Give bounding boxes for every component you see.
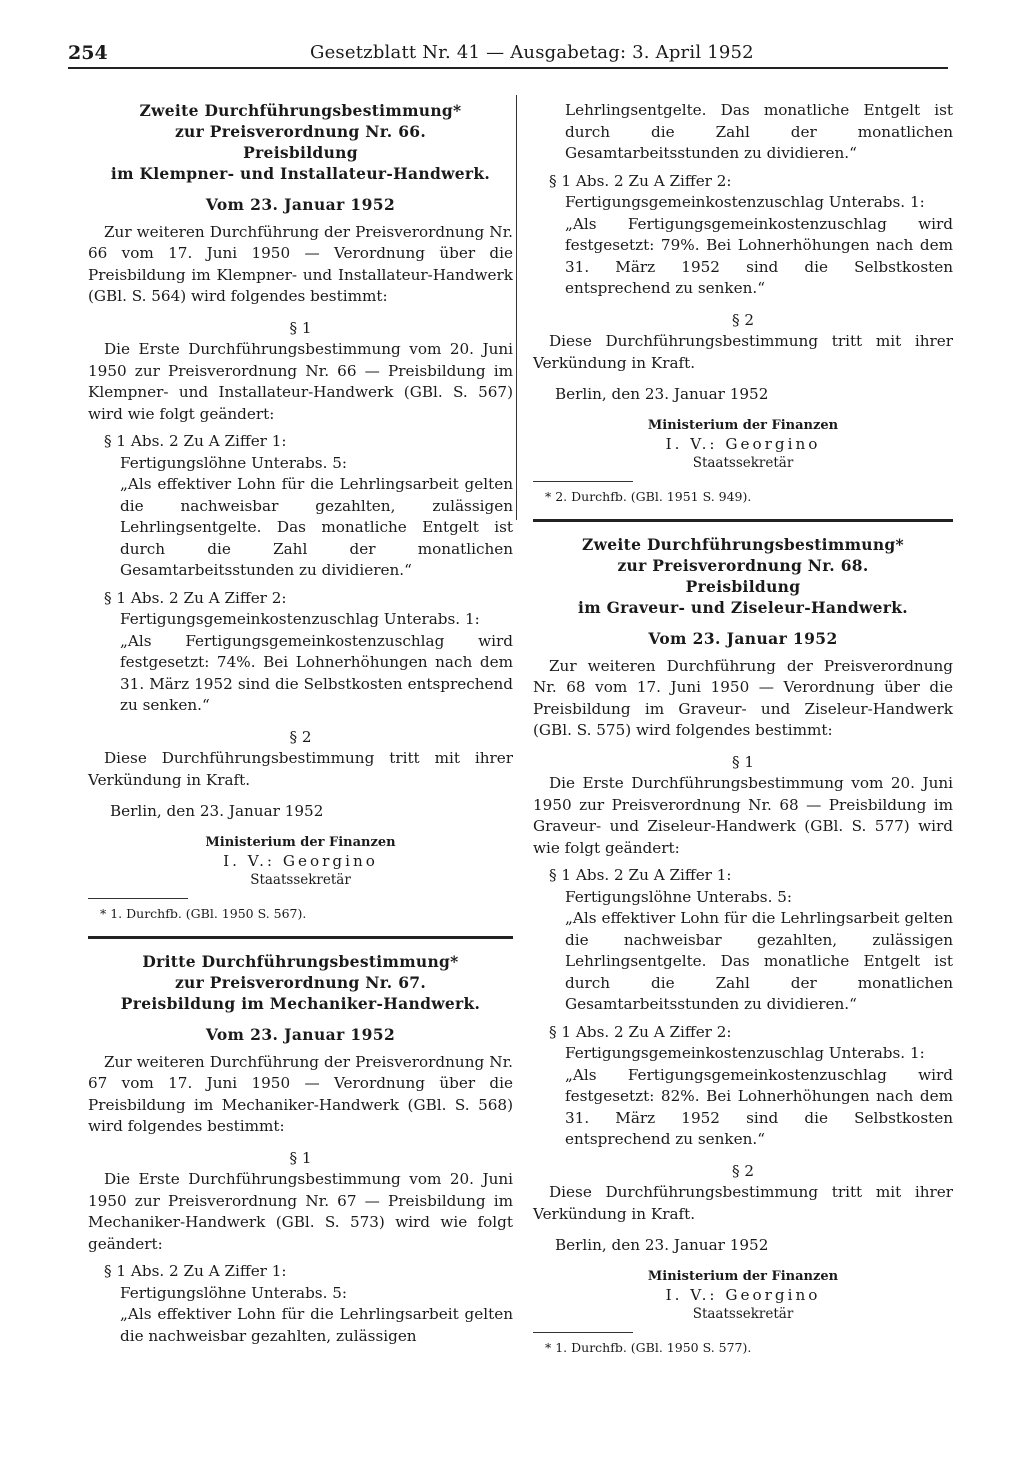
clause-text: Lehrlingsentgelte. Das monatliche Entgelt ist durch die Zahl der monatlichen Gesamtarbeitsstunden zu dividieren.“: [565, 101, 953, 162]
clause-heading: § 1 Abs. 2 Zu A Ziffer 2:: [549, 1022, 732, 1041]
signature-block: [533, 416, 953, 473]
section-heading: § 1: [289, 318, 312, 337]
place-date: Berlin, den 23. Januar 1952: [555, 1236, 769, 1254]
section-text: Diese Durchführungsbestimmung tritt mit ihrer Verkündung in Kraft.: [88, 749, 513, 789]
article-title: im Klempner- und Installateur-Handwerk.: [110, 164, 491, 183]
section-heading: § 2: [731, 1161, 755, 1180]
article-title: Zweite Durchführungsbestimmung*: [582, 535, 904, 554]
footnote: * 1. Durchfb. (GBl. 1950 S. 577).: [545, 1339, 752, 1355]
signer-role: Staatssekretär: [692, 1305, 794, 1322]
clause-subheading: Fertigungsgemeinkostenzuschlag Unterabs. 1:: [565, 193, 925, 211]
section-text: Die Erste Durchführungsbestimmung vom 20. Juni 1950 zur Preisverordnung Nr. 68 — Preisbildung im Graveur- und Ziseleur-Handwerk (GBl. S. 577) wird wie folgt geändert:: [533, 774, 953, 857]
ministry-name: Ministerium der Finanzen: [205, 834, 396, 850]
article-date: Vom 23. Januar 1952: [205, 195, 396, 214]
article-separator: [88, 936, 513, 939]
article-title: im Graveur- und Ziseleur-Handwerk.: [578, 598, 908, 617]
signer-name: I. V.: Georgino: [665, 434, 821, 453]
clause-heading: § 1 Abs. 2 Zu A Ziffer 1:: [549, 866, 732, 884]
article-title: zur Preisverordnung Nr. 67.: [174, 973, 427, 992]
footnote-rule: [88, 898, 188, 899]
signer-role: Staatssekretär: [250, 871, 351, 888]
ministry-name: Ministerium der Finanzen: [647, 1268, 839, 1284]
article-date: Vom 23. Januar 1952: [205, 1025, 396, 1044]
footnote-rule: [533, 1332, 633, 1333]
intro-paragraph: Zur weiteren Durchführung der Preisverordnung Nr. 67 vom 17. Juni 1950 — Verordnung über die Preisbildung im Mechaniker-Handwerk (GBl. S. 568) wird folgendes bestimmt:: [88, 1052, 513, 1135]
clause-heading: § 1 Abs. 2 Zu A Ziffer 2:: [104, 588, 287, 607]
article-title: Preisbildung im Mechaniker-Handwerk.: [120, 994, 481, 1013]
page-number: 254: [68, 42, 108, 64]
clause-subheading: Fertigungslöhne Unterabs. 5:: [120, 453, 348, 472]
clause-text: „Als effektiver Lohn für die Lehrlingsarbeit gelten die nachweisbar gezahlten, zulässigen Lehrlingsentgelte. Das monatliche Entgelt ist durch die Zahl der monatlichen Gesamtarbeitsstunden zu dividieren.“: [120, 475, 513, 579]
article-title: Preisbildung: [243, 143, 358, 162]
signer-name: I. V.: Georgino: [223, 851, 378, 870]
clause-heading: § 1 Abs. 2 Zu A Ziffer 2:: [549, 171, 732, 190]
right-column: [533, 100, 953, 1358]
section-heading: § 2: [731, 310, 755, 329]
article-title: Zweite Durchführungsbestimmung*: [139, 101, 462, 120]
clause-subheading: Fertigungsgemeinkostenzuschlag Unterabs. 1:: [120, 610, 480, 628]
clause-subheading: Fertigungslöhne Unterabs. 5:: [120, 1283, 348, 1302]
article-date: Vom 23. Januar 1952: [648, 629, 838, 648]
article-pvo-66: [88, 100, 513, 924]
clause-heading: § 1 Abs. 2 Zu A Ziffer 1:: [104, 1262, 287, 1280]
signer-name: I. V.: Georgino: [665, 1285, 821, 1304]
clause-subheading: Fertigungslöhne Unterabs. 5:: [565, 887, 793, 906]
header-title: Gesetzblatt Nr. 41 — Ausgabetag: 3. April 1952: [310, 42, 754, 63]
article-pvo-68: [533, 534, 953, 1358]
section-heading: § 2: [289, 727, 312, 746]
clause-text: „Als Fertigungsgemeinkostenzuschlag wird festgesetzt: 82%. Bei Lohnerhöhungen nach dem 31. März 1952 sind die Selbstkosten entsprechend zu senken.“: [565, 1065, 953, 1148]
section-text: Diese Durchführungsbestimmung tritt mit ihrer Verkündung in Kraft.: [533, 1183, 953, 1223]
intro-paragraph: Zur weiteren Durchführung der Preisverordnung Nr. 68 vom 17. Juni 1950 — Verordnung über die Preisbildung im Graveur- und Ziseleur-Handwerk (GBl. S. 575) wird folgendes bestimmt:: [533, 656, 953, 739]
clause-heading: § 1 Abs. 2 Zu A Ziffer 1:: [104, 432, 287, 450]
article-pvo-67-continued: [533, 100, 953, 507]
left-column: [88, 100, 513, 1347]
signer-role: Staatssekretär: [692, 454, 794, 471]
header-rule: [68, 67, 948, 69]
clause-text: „Als effektiver Lohn für die Lehrlingsarbeit gelten die nachweisbar gezahlten, zulässigen Lehrlingsentgelte. Das monatliche Entgelt ist durch die Zahl der monatlichen Gesamtarbeitsstunden zu dividieren.“: [565, 909, 953, 1013]
section-heading: § 1: [731, 752, 755, 771]
article-pvo-67: [88, 951, 513, 1347]
clause-text: „Als Fertigungsgemeinkostenzuschlag wird festgesetzt: 74%. Bei Lohnerhöhungen nach dem 31. März 1952 sind die Selbstkosten entsprechend zu senken.“: [120, 631, 513, 714]
article-title: zur Preisverordnung Nr. 68.: [617, 556, 869, 575]
intro-paragraph: Zur weiteren Durchführung der Preisverordnung Nr. 66 vom 17. Juni 1950 — Verordnung über die Preisbildung im Klempner- und Installateur-Handwerk (GBl. S. 564) wird folgendes bestimmt:: [88, 222, 513, 305]
clause-text: „Als effektiver Lohn für die Lehrlingsarbeit gelten die nachweisbar gezahlten, zulässigen: [120, 1305, 513, 1345]
clause-subheading: Fertigungsgemeinkostenzuschlag Unterabs. 1:: [565, 1044, 925, 1062]
clause-text: „Als Fertigungsgemeinkostenzuschlag wird festgesetzt: 79%. Bei Lohnerhöhungen nach dem 31. März 1952 sind die Selbstkosten entsprechend zu senken.“: [565, 214, 953, 297]
place-date: Berlin, den 23. Januar 1952: [555, 385, 769, 403]
signature-block: [88, 833, 513, 890]
page-header: [68, 42, 948, 68]
footnote: * 2. Durchfb. (GBl. 1951 S. 949).: [545, 488, 752, 504]
section-heading: § 1: [289, 1148, 312, 1167]
signature-block: [533, 1267, 953, 1324]
footnote: * 1. Durchfb. (GBl. 1950 S. 567).: [100, 905, 307, 921]
section-text: Die Erste Durchführungsbestimmung vom 20. Juni 1950 zur Preisverordnung Nr. 66 — Preisbildung im Klempner- und Installateur-Handwerk (GBl. S. 567) wird wie folgt geändert:: [88, 340, 513, 423]
section-text: Die Erste Durchführungsbestimmung vom 20. Juni 1950 zur Preisverordnung Nr. 67 — Preisbildung im Mechaniker-Handwerk (GBl. S. 573) wird wie folgt geändert:: [88, 1170, 513, 1253]
place-date: Berlin, den 23. Januar 1952: [110, 802, 324, 820]
article-separator: [533, 519, 953, 522]
article-title: Preisbildung: [685, 577, 801, 596]
footnote-rule: [533, 481, 633, 482]
article-title: Dritte Durchführungsbestimmung*: [142, 952, 459, 971]
column-divider: [516, 95, 517, 520]
article-title: zur Preisverordnung Nr. 66.: [174, 122, 427, 141]
section-text: Diese Durchführungsbestimmung tritt mit ihrer Verkündung in Kraft.: [533, 332, 953, 372]
ministry-name: Ministerium der Finanzen: [647, 417, 839, 433]
